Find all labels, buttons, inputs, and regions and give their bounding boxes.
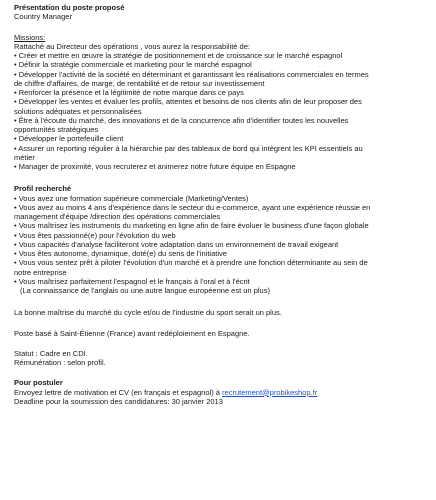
profil-line: • Vous vous sentez prêt à piloter l'évolution d'un marché et à prendre une fonction déterminante au sein de [14, 258, 368, 268]
profil-line: • Vous maîtrisez les instruments du marketing en ligne afin de faire évoluer le business d'une façon globale [14, 221, 369, 231]
statut-line: Statut : Cadre en CDI. [14, 348, 88, 358]
profil-line: • Vous êtes passionné(e) pour l'évolution du web [14, 230, 176, 240]
missions-line: • Définir la stratégie commerciale et marketing pour le marché espagnol [14, 60, 252, 70]
missions-line: solutions adéquates et personnalisées [14, 106, 142, 116]
poste-title: Country Manager [14, 12, 72, 22]
postuler-envoyez-text: Envoyez lettre de motivation et CV (en français et espagnol) à [14, 387, 223, 397]
extra-line-location: Poste basé à Saint-Étienne (France) avant redéploiement en Espagne. [14, 328, 250, 338]
profil-heading: Profil recherché [14, 184, 72, 194]
missions-line: • Assurer un reporting régulier à la hiérarchie par des tableaux de bord qui intègrent les KPI essentiels au [14, 143, 363, 153]
missions-line: opportunités stratégiques [14, 125, 99, 134]
profil-line: notre entreprise [14, 267, 67, 277]
profil-line: • Vous maîtrisez parfaitement l'espagnol et le français à l'oral et à l'écrit [14, 276, 250, 286]
missions-line: • Créer et mettre en œuvre la stratégie de positionnement et de croissance sur le marché espagnol [14, 51, 343, 60]
profil-line: • Vous avez au moins 4 ans d'expérience dans le secteur du e-commerce, ayant une expérience réussie en [14, 202, 371, 212]
profil-line: • Vous avez une formation supérieure commerciale (Marketing/Ventes) [14, 193, 249, 203]
postuler-envoyez-line [14, 388, 426, 397]
postuler-deadline: Deadline pour la soumission des candidatures: 30 janvier 2013 [14, 396, 223, 406]
profil-line: • Vous capacités d'analyse faciliteront votre adaptation dans un environnement de travail exigeant [14, 239, 339, 249]
extra-line-sport: La bonne maîtrise du marché du cycle et/ou de l'industrie du sport serait un plus. [14, 308, 282, 318]
missions-line: • Développer l'activité de la société en déterminant et garantissant les réalisations commerciales en termes [14, 69, 369, 79]
missions-list [14, 51, 426, 171]
missions-line: • Développer les ventes et évaluer les profils, attentes et besoins de nos clients afin de leur proposer des [14, 97, 362, 107]
missions-line: de chiffre d'affaires, de marge, de rentabilité et de retour sur investissement [14, 78, 265, 88]
missions-line: métier [14, 152, 35, 162]
profil-line: management d'équipe /direction des opérations commerciales [14, 212, 221, 221]
missions-line: • Manager de proximité, vous recruterez et animerez notre future équipe en Espagne [14, 162, 296, 171]
remuneration-line: Rémunération : selon profil. [14, 358, 106, 367]
missions-intro: Rattaché au Directeur des opérations , vous aurez la responsabilité de: [14, 41, 250, 51]
postuler-heading: Pour postuler [14, 378, 63, 388]
missions-line: • Développer le portefeuille client [14, 134, 124, 144]
missions-line: • Renforcer la présence et la légitimité de notre marque dans ce pays [14, 88, 244, 97]
poste-heading: Présentation du poste proposé [14, 3, 125, 12]
profil-line: • Vous êtes autonome, dynamique, doté(e) du sens de l'initiative [14, 249, 227, 258]
profil-list [14, 194, 426, 296]
missions-heading: Missions: [14, 32, 46, 42]
profil-note: (La connaissance de l'anglais ou une autre langue européenne est un plus) [20, 286, 270, 295]
missions-line: • Être à l'écoute du marché, des innovations et de la concurrence afin d'identifier toutes les nouvelles [14, 115, 349, 125]
recruitment-email-link[interactable]: recrutement@probikeshop.fr [222, 387, 318, 397]
